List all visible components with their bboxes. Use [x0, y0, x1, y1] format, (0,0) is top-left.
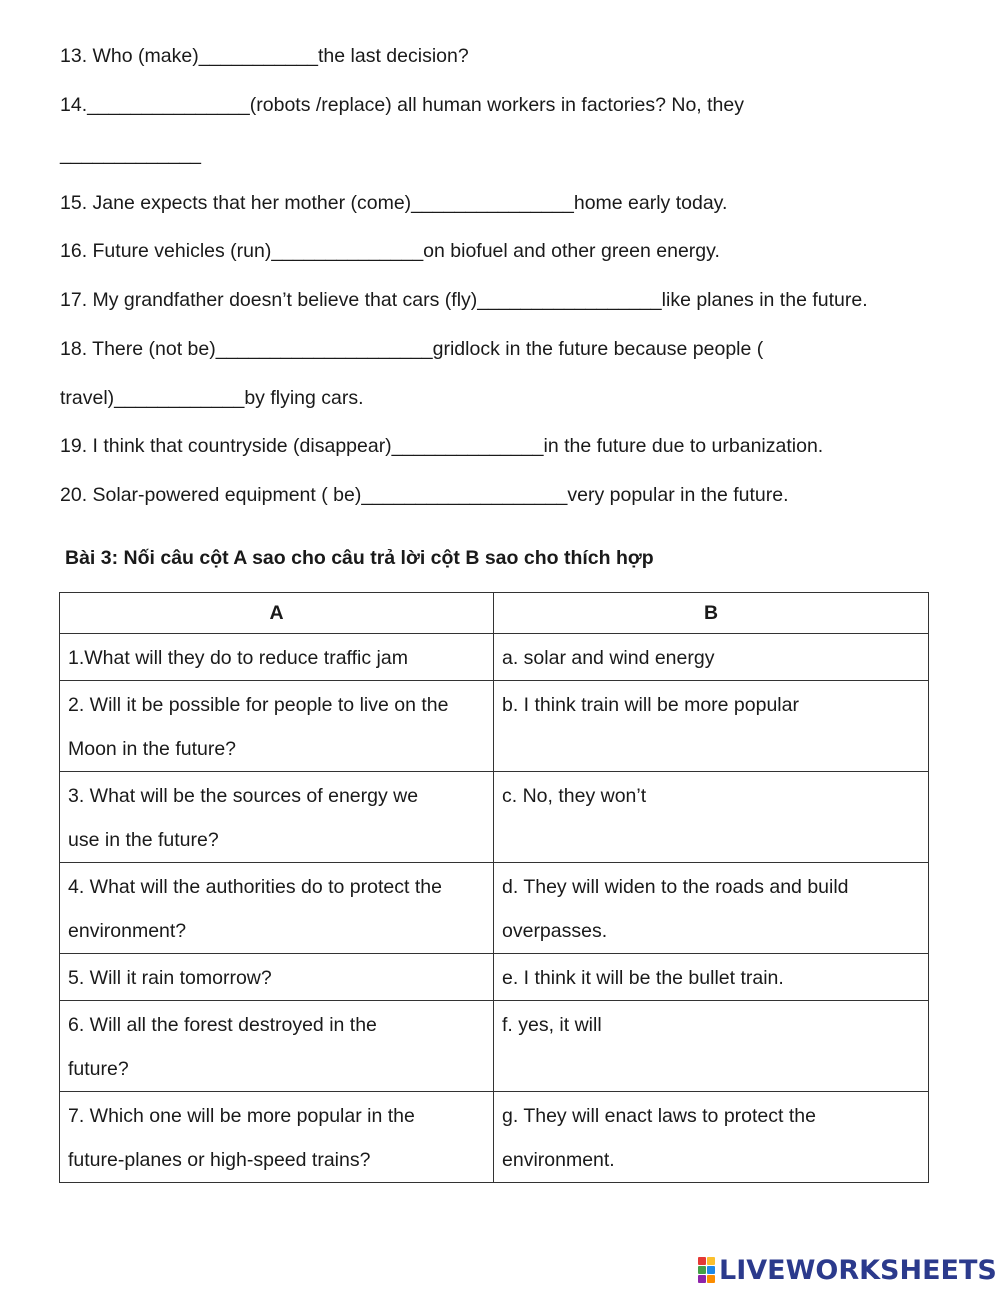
table-row — [60, 1001, 929, 1092]
table-row — [60, 954, 929, 1001]
table-row — [60, 863, 929, 954]
table-row — [60, 681, 929, 772]
table-row — [60, 634, 929, 681]
question-cell: 7. Which one will be more popular in the future-planes or high-speed trains? — [60, 1092, 494, 1183]
answer-cell: f. yes, it will — [494, 1001, 929, 1092]
answer-cell: g. They will enact laws to protect the environment. — [494, 1092, 929, 1183]
logo-block — [707, 1257, 715, 1265]
question-cell: 3. What will be the sources of energy we use in the future? — [60, 772, 494, 863]
answer-cell: d. They will widen to the roads and build overpasses. — [494, 863, 929, 954]
liveworksheets-logo — [698, 1253, 997, 1287]
column-b-header: B — [494, 593, 929, 634]
exercise-20: 20. Solar-powered equipment ( be)___________________very popular in the future. — [60, 484, 789, 506]
question-cell: 4. What will the authorities do to protect the environment? — [60, 863, 494, 954]
question-cell: 5. Will it rain tomorrow? — [60, 954, 494, 1001]
answer-cell: c. No, they won’t — [494, 772, 929, 863]
section-heading: Bài 3: Nối câu cột A sao cho câu trả lời cột B sao cho thích hợp — [65, 547, 654, 569]
logo-block — [698, 1275, 706, 1283]
logo-block — [698, 1257, 706, 1265]
exercise-14: 14._______________(robots /replace) all human workers in factories? No, they — [60, 94, 744, 116]
table-row — [60, 1092, 929, 1183]
exercise-14-answer-line: _____________ — [60, 143, 201, 165]
exercise-17: 17. My grandfather doesn’t believe that cars (fly)_________________like planes in the future. — [60, 289, 868, 311]
answer-cell: b. I think train will be more popular — [494, 681, 929, 772]
logo-text: LIVEWORKSHEETS — [719, 1254, 997, 1286]
exercise-16: 16. Future vehicles (run)______________on biofuel and other green energy. — [60, 240, 720, 262]
question-cell: 2. Will it be possible for people to live on the Moon in the future? — [60, 681, 494, 772]
exercise-13: 13. Who (make)___________the last decision? — [60, 45, 469, 67]
logo-block — [707, 1266, 715, 1274]
table-row — [60, 772, 929, 863]
table-header-row — [60, 593, 929, 634]
column-a-header: A — [60, 593, 494, 634]
matching-table — [59, 592, 929, 1183]
logo-block — [707, 1275, 715, 1283]
exercise-19: 19. I think that countryside (disappear)______________in the future due to urbanization. — [60, 435, 824, 457]
exercise-18-continued: travel)____________by flying cars. — [60, 387, 364, 409]
logo-blocks-icon — [698, 1257, 715, 1283]
answer-cell: e. I think it will be the bullet train. — [494, 954, 929, 1001]
exercise-18: 18. There (not be)____________________gridlock in the future because people ( — [60, 338, 764, 360]
logo-block — [698, 1266, 706, 1274]
answer-cell: a. solar and wind energy — [494, 634, 929, 681]
question-cell: 6. Will all the forest destroyed in the future? — [60, 1001, 494, 1092]
exercise-15: 15. Jane expects that her mother (come)_______________home early today. — [60, 192, 728, 214]
question-cell: 1.What will they do to reduce traffic jam — [60, 634, 494, 681]
